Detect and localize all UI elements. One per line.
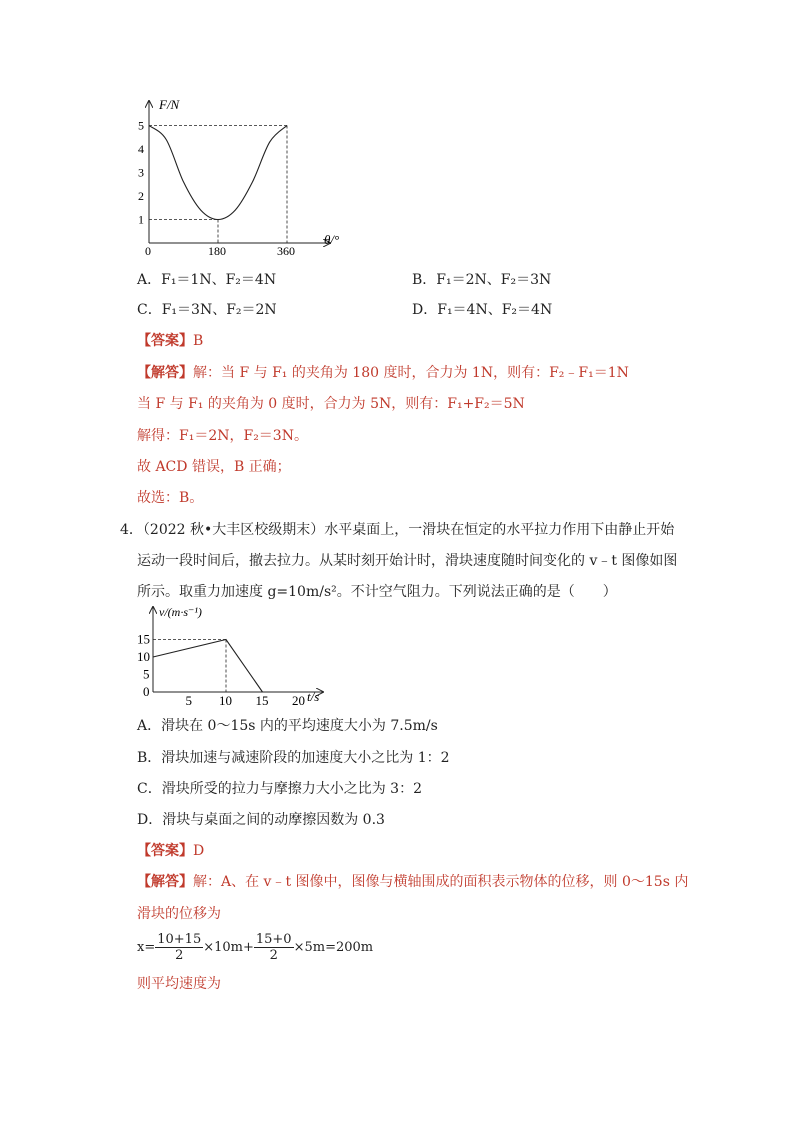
x-tick-label: 5	[185, 693, 192, 708]
displacement-formula: x= $\frac{10+15}{2}$ ×10m+ $\frac{15+0}{2}$ ×5m=200m	[137, 932, 374, 963]
fraction-2: $\frac{15+0}{2}$	[255, 932, 292, 963]
y-tick-label: 15	[137, 631, 150, 647]
q3-analysis-line-1: 【解答】解：当 F 与 F₁ 的夹角为 180 度时，合力为 1N，则有：F₂﹣F₁＝1N	[137, 365, 629, 381]
q4-analysis-line-2: 滑块的位移为	[137, 906, 221, 922]
x-tick-label: 360	[277, 244, 295, 258]
q3-analysis-line-4: 故 ACD 错误，B 正确；	[137, 459, 291, 475]
y-tick-label: 4	[138, 142, 144, 156]
y-tick-label: 0	[143, 684, 150, 699]
y-axis-label: F/N	[159, 97, 180, 112]
x-tick-label: 180	[208, 244, 226, 258]
x-tick-label: 10	[219, 693, 232, 708]
origin-label: 0	[145, 244, 151, 258]
q3-option-b: B．F₁＝2N、F₂＝3N	[412, 272, 552, 288]
answer-tag: 【答案】	[137, 333, 193, 349]
y-tick-label: 5	[143, 666, 150, 682]
q3-analysis-line-2: 当 F 与 F₁ 的夹角为 0 度时，合力为 5N，则有：F₁+F₂＝5N	[137, 396, 525, 412]
q3-answer	[137, 331, 203, 351]
q3-option-d: D．F₁＝4N、F₂＝4N	[412, 302, 553, 318]
x-axis-label: t/s	[307, 689, 320, 704]
answer-value: B	[193, 333, 204, 349]
fraction-1: $\frac{10+15}{2}$	[157, 932, 202, 963]
q4-analysis-line-1: 【解答】解：A、在 v﹣t 图像中，图像与横轴围成的面积表示物体的位移，则 0～15s 内	[137, 874, 689, 890]
q3-analysis-line-5: 故选：B。	[137, 490, 204, 506]
y-tick-label: 3	[138, 165, 144, 180]
y-tick-label: 5	[138, 118, 144, 133]
answer-value: D	[193, 843, 205, 859]
q3-option-a: A．F₁＝1N、F₂＝4N	[137, 272, 277, 288]
y-tick-label: 10	[137, 649, 150, 664]
answer-tag: 【答案】	[137, 843, 193, 859]
q3-option-c: C．F₁＝3N、F₂＝2N	[137, 302, 277, 318]
analysis-tag: 【解答】	[137, 365, 193, 381]
force-angle-graph	[130, 95, 360, 260]
q4-option-a: A．滑块在 0～15s 内的平均速度大小为 7.5m/s	[137, 718, 438, 734]
q4-stem-line-1: 4．（2022 秋•大丰区校级期末）水平桌面上，一滑块在恒定的水平拉力作用下由静止开始	[120, 522, 675, 538]
q4-stem-line-2: 运动一段时间后，撤去拉力。从某时刻开始计时，滑块速度随时间变化的 v﹣t 图像如图	[137, 553, 678, 569]
y-axis-label: v/(m·s⁻¹)	[159, 605, 202, 619]
y-tick-label: 1	[138, 212, 144, 227]
q4-option-d: D．滑块与桌面之间的动摩擦因数为 0.3	[137, 812, 385, 828]
velocity-line	[153, 640, 263, 693]
q4-option-c: C．滑块所受的拉力与摩擦力大小之比为 3：2	[137, 781, 422, 797]
force-curve	[149, 126, 287, 220]
q4-stem-line-3: 所示。取重力加速度 g=10m/s²。不计空气阻力。下列说法正确的是（ ）	[137, 584, 617, 600]
q4-analysis-line-3: 则平均速度为	[137, 976, 221, 992]
q3-analysis-line-3: 解得：F₁＝2N，F₂＝3N。	[137, 428, 308, 444]
x-tick-label: 20	[292, 693, 305, 708]
q4-answer	[137, 841, 204, 861]
x-tick-label: 15	[255, 693, 269, 708]
y-tick-label: 2	[138, 189, 144, 203]
x-axis-label: θ/°	[324, 232, 340, 247]
analysis-tag: 【解答】	[137, 874, 193, 890]
velocity-time-graph	[135, 603, 335, 708]
q4-option-b: B．滑块加速与减速阶段的加速度大小之比为 1：2	[137, 750, 450, 766]
